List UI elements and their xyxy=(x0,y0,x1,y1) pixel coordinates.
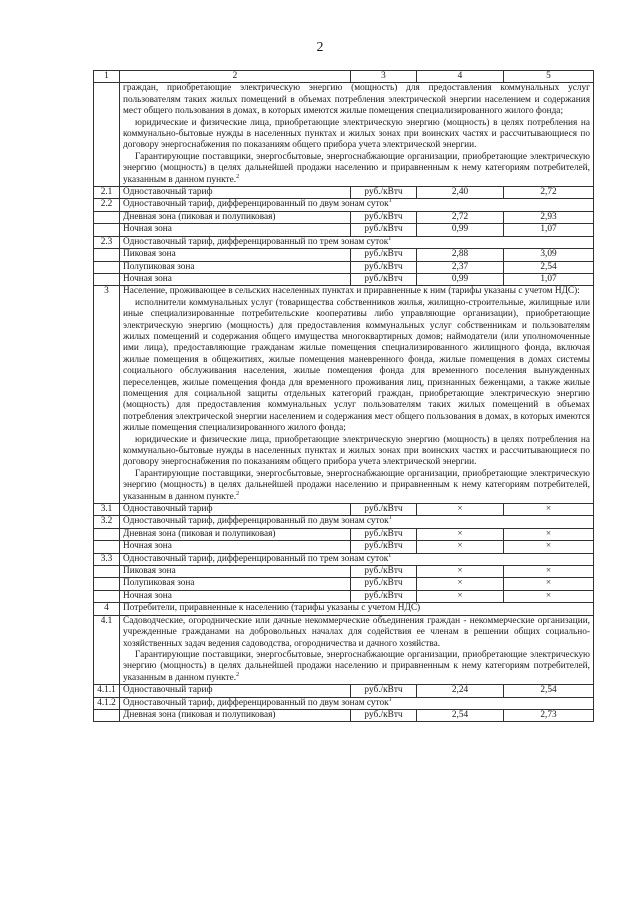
value-cell: × xyxy=(504,528,594,540)
page-number: 2 xyxy=(316,40,324,55)
table-row xyxy=(94,697,594,709)
table-row xyxy=(94,211,594,223)
table-row xyxy=(94,224,594,236)
section-4-1-row xyxy=(94,615,594,684)
value-cell: 2,40 xyxy=(417,187,504,199)
table-row xyxy=(94,504,594,516)
value-cell: 3,09 xyxy=(504,249,594,261)
column-header: 4 xyxy=(417,71,504,83)
row-number: 4.1.1 xyxy=(94,685,120,697)
unit-cell: руб./кВтч xyxy=(351,528,417,540)
section-4-row xyxy=(94,603,594,615)
table-row xyxy=(94,273,594,285)
row-label: Одноставочный тариф, дифференцированный по трем зонам суток$^1$ xyxy=(120,553,594,565)
row-number xyxy=(94,528,120,540)
value-cell: × xyxy=(504,504,594,516)
table-row xyxy=(94,528,594,540)
value-cell: × xyxy=(417,590,504,602)
section-paragraph: Садоводческие, огороднические или дачные некоммерческие объединения граждан - некоммерческие организации, учрежденные гражданами на добровольных началах для содействия ее членам в решении общих социально-хозяйственных задач ведения садоводства, огородничества и дачного хозяйства. xyxy=(123,615,590,649)
unit-cell: руб./кВтч xyxy=(351,504,417,516)
column-header: 3 xyxy=(351,71,417,83)
section-3-text xyxy=(120,286,594,504)
row-number: 3.1 xyxy=(94,504,120,516)
table-row xyxy=(94,709,594,721)
section-paragraph: Гарантирующие поставщики, энергосбытовые, энергоснабжающие организации, приобретающие электрическую энергию (мощность) в целях дальнейшей продажи населению и приравненным к нему категориям потребителей, указанным в данном пункте.$^2$ xyxy=(123,468,590,502)
row-label: Ночная зона xyxy=(120,541,351,553)
value-cell: × xyxy=(417,528,504,540)
unit-cell: руб./кВтч xyxy=(351,685,417,697)
value-cell: 1,07 xyxy=(504,224,594,236)
row-number: 4.1.2 xyxy=(94,697,120,709)
row-number: 3 xyxy=(94,286,120,504)
value-cell: 2,37 xyxy=(417,261,504,273)
section-title: Население, проживающее в сельских населенных пунктах и приравненные к ним (тарифы указаны с учетом НДС): xyxy=(123,286,580,297)
column-header: 1 xyxy=(94,71,120,83)
row-number xyxy=(94,261,120,273)
table-row xyxy=(94,249,594,261)
value-cell: 2,72 xyxy=(417,211,504,223)
row-number: 3.2 xyxy=(94,516,120,528)
row-label: Ночная зона xyxy=(120,590,351,602)
column-header: 2 xyxy=(120,71,351,83)
row-number: 2.2 xyxy=(94,199,120,211)
value-cell: × xyxy=(504,590,594,602)
row-number xyxy=(94,590,120,602)
row-number xyxy=(94,249,120,261)
row-number: 3.3 xyxy=(94,553,120,565)
row-label: Одноставочный тариф, дифференцированный по двум зонам суток$^1$ xyxy=(120,516,594,528)
row-number: 2.3 xyxy=(94,236,120,248)
row-number xyxy=(94,273,120,285)
row-number xyxy=(94,211,120,223)
table-row xyxy=(94,541,594,553)
unit-cell: руб./кВтч xyxy=(351,578,417,590)
row-label: Одноставочный тариф, дифференцированный по трем зонам суток$^1$ xyxy=(120,236,594,248)
row-number: 2.1 xyxy=(94,187,120,199)
row-label: Одноставочный тариф xyxy=(120,187,351,199)
row-label: Одноставочный тариф, дифференцированный по двум зонам суток$^1$ xyxy=(120,199,594,211)
section-paragraph: юридические и физические лица, приобретающие электрическую энергию (мощность) в целях потребления на коммунально-бытовые нужды в населенных пунктах и жилых зонах при воинских частях и рассчитывающиеся по договору энергоснабжения по показаниям общего прибора учета электрической энергии. xyxy=(123,434,590,468)
value-cell: × xyxy=(504,541,594,553)
intro-paragraph: юридические и физические лица, приобретающие электрическую энергию (мощность) в целях потребления на коммунально-бытовые нужды в населенных пунктах и жилых зонах при воинских частях и рассчитывающиеся по договору энергоснабжения по показаниям общего прибора учета электрической энергии. xyxy=(123,117,590,151)
table-row xyxy=(94,199,594,211)
intro-paragraph: граждан, приобретающие электрическую энергию (мощность) для предоставления коммунальных услуг пользователям таких жилых помещений в объемах потребления электрической энергии населением и содержания мест общего пользования в домах, в которых имеются жилые помещения специализированного жилого фонда; xyxy=(123,83,590,117)
rows-group-2 xyxy=(94,187,594,286)
value-cell: × xyxy=(417,504,504,516)
row-label: Пиковая зона xyxy=(120,566,351,578)
row-number: 4 xyxy=(94,603,120,615)
unit-cell: руб./кВтч xyxy=(351,249,417,261)
row-label: Одноставочный тариф xyxy=(120,685,351,697)
value-cell: 2,88 xyxy=(417,249,504,261)
table-row xyxy=(94,187,594,199)
unit-cell: руб./кВтч xyxy=(351,211,417,223)
row-label: Ночная зона xyxy=(120,273,351,285)
value-cell: 2,72 xyxy=(504,187,594,199)
row-label: Одноставочный тариф xyxy=(120,504,351,516)
section-paragraph: Гарантирующие поставщики, энергосбытовые, энергоснабжающие организации, приобретающие электрическую энергию (мощность) в целях дальнейшей продажи населению и приравненным к нему категориям потребителей, указанным в данном пункте.$^2$ xyxy=(123,649,590,683)
value-cell: 2,54 xyxy=(504,685,594,697)
section-paragraph: исполнители коммунальных услуг (товарищества собственников жилья, жилищно-строительные, жилищные или иные специализированные потребительские кооперативы либо управляющие организации), приобретающие электрическую энергию (мощность) для предоставления коммунальных услуг собственникам и пользователям жилых помещений и содержания общего имущества многоквартирных домов; наймодатели (или уполномоченные ими лица), предоставляющие гражданам жилые помещения специализированного жилищного фонда, включая жилые помещения в общежитиях, жилые помещения маневренного фонда, жилые помещения в домах системы социального обслуживания населения, жилые помещения фонда для временного поселения вынужденных переселенцев, жилые помещения фонда для временного проживания лиц, признанных беженцами, а также жилые помещения для социальной защиты отдельных категорий граждан, приобретающие электрическую энергию (мощность) для предоставления коммунальных услуг пользователям таких жилых помещений в объемах потребления электрической энергии населением и содержания мест общего пользования в домах, в которых имеются жилые помещения специализированного жилого фонда; xyxy=(123,297,590,434)
value-cell: 1,07 xyxy=(504,273,594,285)
table-row xyxy=(94,261,594,273)
unit-cell: руб./кВтч xyxy=(351,566,417,578)
unit-cell: руб./кВтч xyxy=(351,541,417,553)
unit-cell: руб./кВтч xyxy=(351,590,417,602)
row-label: Пиковая зона xyxy=(120,249,351,261)
row-label: Одноставочный тариф, дифференцированный по двум зонам суток$^1$ xyxy=(120,697,594,709)
rows-group-4 xyxy=(94,685,594,722)
column-header: 5 xyxy=(504,71,594,83)
table-row xyxy=(94,553,594,565)
row-label: Ночная зона xyxy=(120,224,351,236)
row-number xyxy=(94,566,120,578)
value-cell: 2,24 xyxy=(417,685,504,697)
table-header-row xyxy=(94,71,594,83)
value-cell: × xyxy=(504,566,594,578)
table-row xyxy=(94,516,594,528)
unit-cell: руб./кВтч xyxy=(351,261,417,273)
table-row xyxy=(94,566,594,578)
intro-paragraph: Гарантирующие поставщики, энергосбытовые, энергоснабжающие организации, приобретающие электрическую энергию (мощность) в целях дальнейшей продажи населению и приравненным к нему категориям потребителей, указанным в данном пункте.$^2$ xyxy=(123,151,590,185)
row-label: Полупиковая зона xyxy=(120,261,351,273)
row-label: Дневная зона (пиковая и полупиковая) xyxy=(120,709,351,721)
value-cell: 0,99 xyxy=(417,224,504,236)
table-row xyxy=(94,590,594,602)
value-cell: × xyxy=(504,578,594,590)
value-cell: × xyxy=(417,541,504,553)
row-number xyxy=(94,578,120,590)
value-cell: 2,54 xyxy=(417,709,504,721)
rows-group-3 xyxy=(94,504,594,603)
intro-row xyxy=(94,83,594,187)
value-cell: 0,99 xyxy=(417,273,504,285)
value-cell: × xyxy=(417,566,504,578)
value-cell: 2,93 xyxy=(504,211,594,223)
row-label: Дневная зона (пиковая и полупиковая) xyxy=(120,528,351,540)
value-cell: × xyxy=(417,578,504,590)
row-label: Дневная зона (пиковая и полупиковая) xyxy=(120,211,351,223)
unit-cell: руб./кВтч xyxy=(351,273,417,285)
section-4-1-text xyxy=(120,615,594,684)
value-cell: 2,54 xyxy=(504,261,594,273)
intro-text xyxy=(120,83,594,187)
row-number xyxy=(94,709,120,721)
table-row xyxy=(94,685,594,697)
row-number xyxy=(94,224,120,236)
tariff-table xyxy=(93,70,594,722)
row-label: Полупиковая зона xyxy=(120,578,351,590)
value-cell: 2,73 xyxy=(504,709,594,721)
unit-cell: руб./кВтч xyxy=(351,187,417,199)
unit-cell: руб./кВтч xyxy=(351,709,417,721)
row-number xyxy=(94,541,120,553)
section-3-row xyxy=(94,286,594,504)
row-number: 4.1 xyxy=(94,615,120,684)
unit-cell: руб./кВтч xyxy=(351,224,417,236)
table-row xyxy=(94,236,594,248)
table-row xyxy=(94,578,594,590)
section-4-title: Потребители, приравненные к населению (тарифы указаны с учетом НДС) xyxy=(120,603,594,615)
row-number xyxy=(94,83,120,187)
